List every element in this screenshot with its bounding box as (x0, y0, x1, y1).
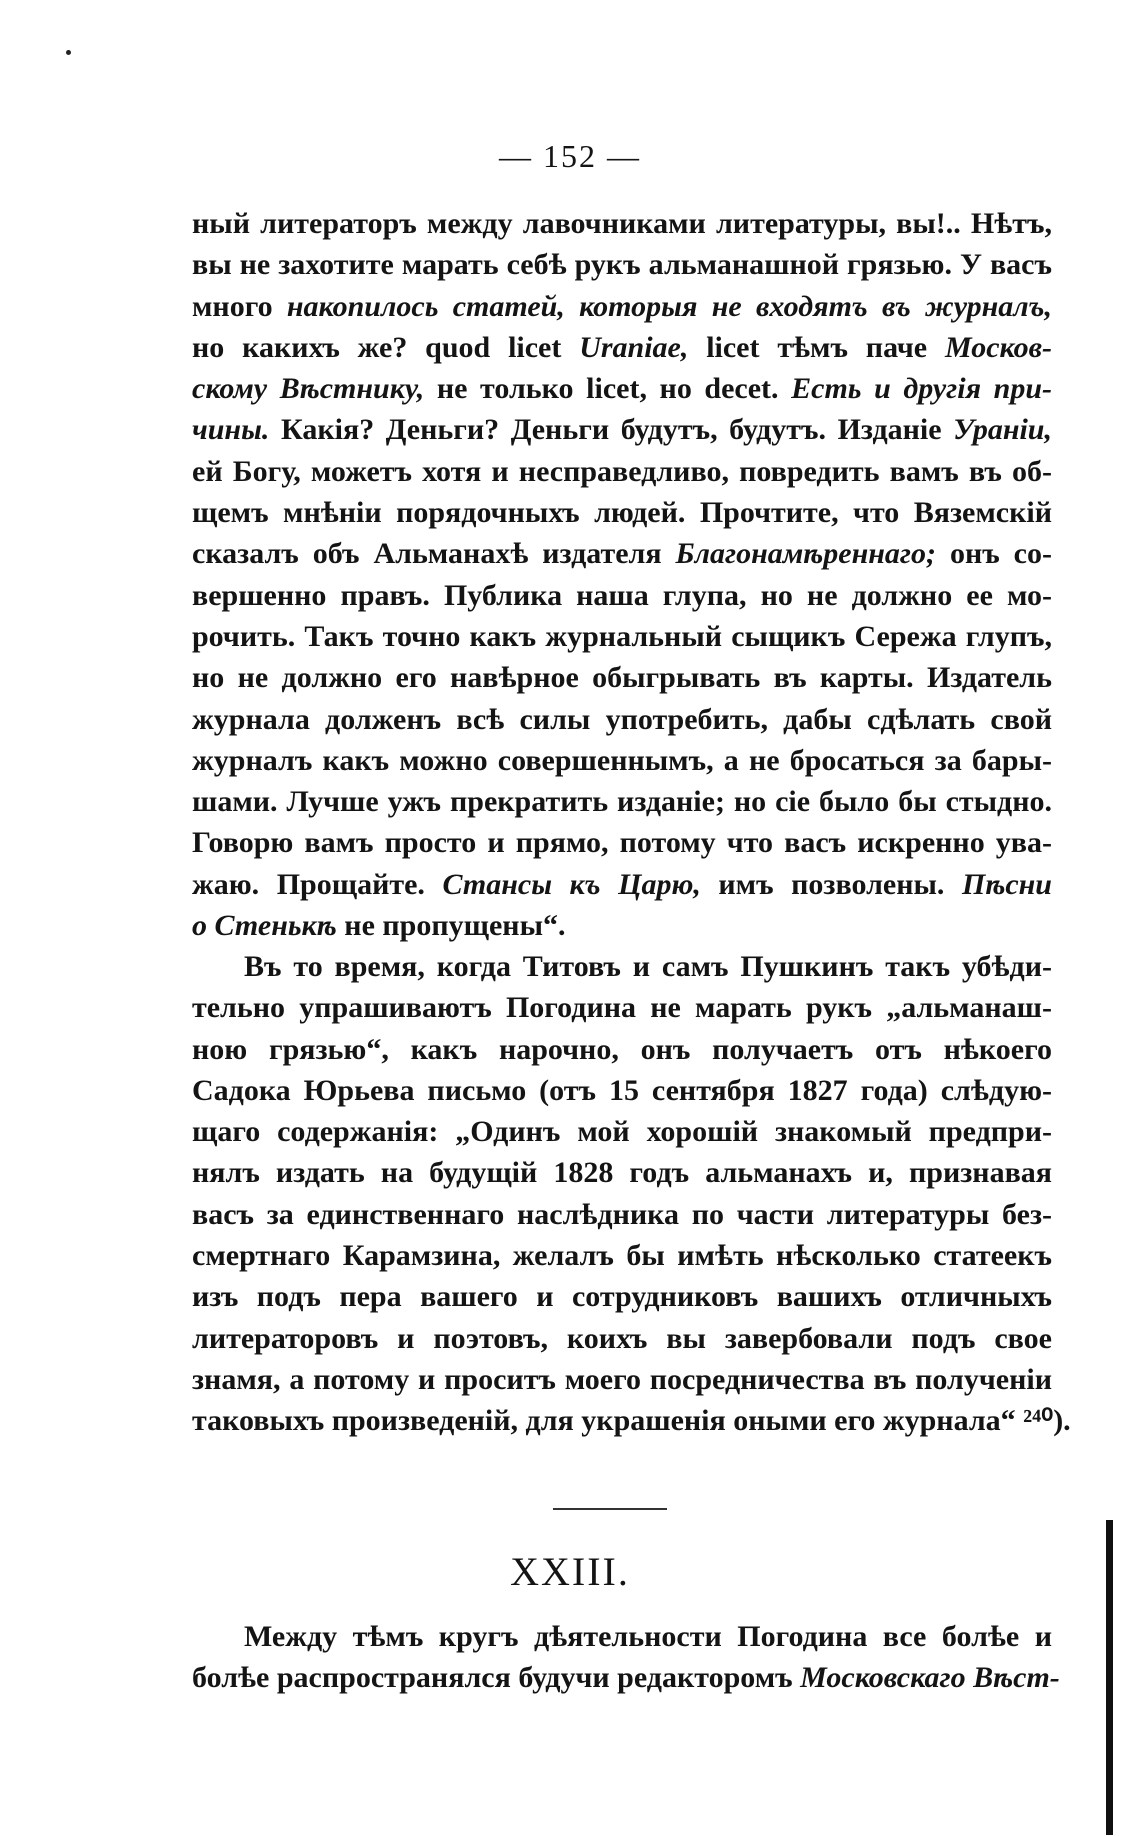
text-line: вершенно правъ. Публика наша глупа, но не должно ее мо- (192, 578, 1052, 612)
italic-text: накопилось статей, которыя не входятъ въ журналъ, (286, 289, 1052, 323)
text-line: жаю. Прощайте. Стансы къ Царю, имъ позволены. Пѣсни (192, 867, 1052, 901)
italic-text: Пѣсни (961, 867, 1052, 901)
scan-edge-bar (1106, 1520, 1113, 1835)
text-line: но не должно его навѣрное обыгрывать въ карты. Издатель (192, 661, 1052, 695)
section-divider (553, 1508, 667, 1510)
text-line: журнала долженъ всѣ силы употребить, дабы сдѣлать свой (192, 702, 1052, 736)
italic-text: о Стенькѣ (192, 909, 337, 943)
text-line: сказалъ объ Альманахѣ издателя Благонамѣреннаго; онъ со- (192, 537, 1052, 571)
italic-text: Москов- (944, 330, 1052, 364)
italic-text: скому Вѣстнику, (192, 372, 425, 406)
text-line: ною грязью“, какъ нарочно, онъ получаетъ отъ нѣкоего (192, 1032, 1052, 1066)
text-line: тельно упрашиваютъ Погодина не марать рукъ „альманаш- (192, 991, 1052, 1025)
text-line: изъ подъ пера вашего и сотрудниковъ вашихъ отличныхъ (192, 1280, 1052, 1314)
text-line: ный литераторъ между лавочниками литературы, вы!.. Нѣтъ, (192, 207, 1052, 240)
text-line: таковыхъ произведеній, для украшенія оными его журнала“ ²⁴⁰). (192, 1404, 1071, 1438)
text-line: щаго содержанія: „Одинъ мой хорошій знакомый предпри- (192, 1115, 1052, 1149)
page-number: — 152 — (499, 138, 641, 174)
text-line: смертнаго Карамзина, желалъ бы имѣть нѣсколько статеекъ (192, 1239, 1052, 1273)
text-line: о Стенькѣ не пропущены“. (192, 909, 566, 943)
italic-text: Стансы къ Царю, (442, 867, 701, 901)
italic-text: Московскаго Вѣст- (800, 1661, 1060, 1695)
letter-paragraph (192, 203, 1052, 946)
text-line: Между тѣмъ кругъ дѣятельности Погодина все болѣе и (244, 1620, 1052, 1653)
italic-text: чины. (192, 413, 270, 447)
text-line: много накопилось статей, которыя не входятъ въ журналъ, (192, 289, 1052, 323)
italic-text: Ураніи, (953, 413, 1052, 447)
chapter-heading: XXIII. (510, 1549, 630, 1594)
text-line: Садока Юрьева письмо (отъ 15 сентября 1827 года) слѣдую- (192, 1073, 1052, 1107)
narrative-paragraph (192, 946, 1071, 1442)
text-line: Въ то время, когда Титовъ и самъ Пушкинъ такъ убѣди- (244, 950, 1052, 983)
text-line: Говорю вамъ просто и прямо, потому что васъ искренно ува- (192, 826, 1052, 860)
chapter-paragraph (192, 1616, 1060, 1699)
text-line: ей Богу, можетъ хотя и несправедливо, повредить вамъ въ об- (192, 454, 1052, 488)
text-line: но какихъ же? quod licet Uraniae, licet тѣмъ паче Москов- (192, 330, 1052, 364)
text-line: щемъ мнѣніи порядочныхъ людей. Прочтите, что Вяземскій (192, 496, 1052, 530)
text-line: журналъ какъ можно совершеннымъ, а не бросаться за бары- (192, 743, 1052, 777)
italic-text: Есть и другія при- (791, 372, 1052, 406)
italic-text: Uraniae, (579, 330, 689, 364)
italic-text: Благонамѣреннаго; (675, 537, 936, 571)
text-line: чины. Какія? Деньги? Деньги будутъ, будутъ. Изданіе Ураніи, (192, 413, 1052, 447)
text-line: вы не захотите марать себѣ рукъ альманашной грязью. У васъ (192, 248, 1052, 282)
text-line: рочить. Такъ точно какъ журнальный сыщикъ Сережа глупъ, (192, 619, 1052, 653)
text-line: шами. Лучше ужъ прекратить изданіе; но сіе было бы стыдно. (192, 785, 1052, 819)
text-line: болѣе распространялся будучи редакторомъ Московскаго Вѣст- (192, 1661, 1060, 1695)
text-line: васъ за единственнаго наслѣдника по части литературы без- (192, 1197, 1052, 1231)
text-line: нялъ издать на будущій 1828 годъ альманахъ и, признавая (192, 1156, 1052, 1190)
text-line: скому Вѣстнику, не только licet, но decet. Есть и другія при- (192, 372, 1052, 406)
text-line: знамя, а потому и проситъ моего посредничества въ полученіи (192, 1362, 1052, 1396)
scan-speck (66, 50, 71, 55)
text-line: литераторовъ и поэтовъ, коихъ вы завербовали подъ свое (192, 1321, 1052, 1355)
